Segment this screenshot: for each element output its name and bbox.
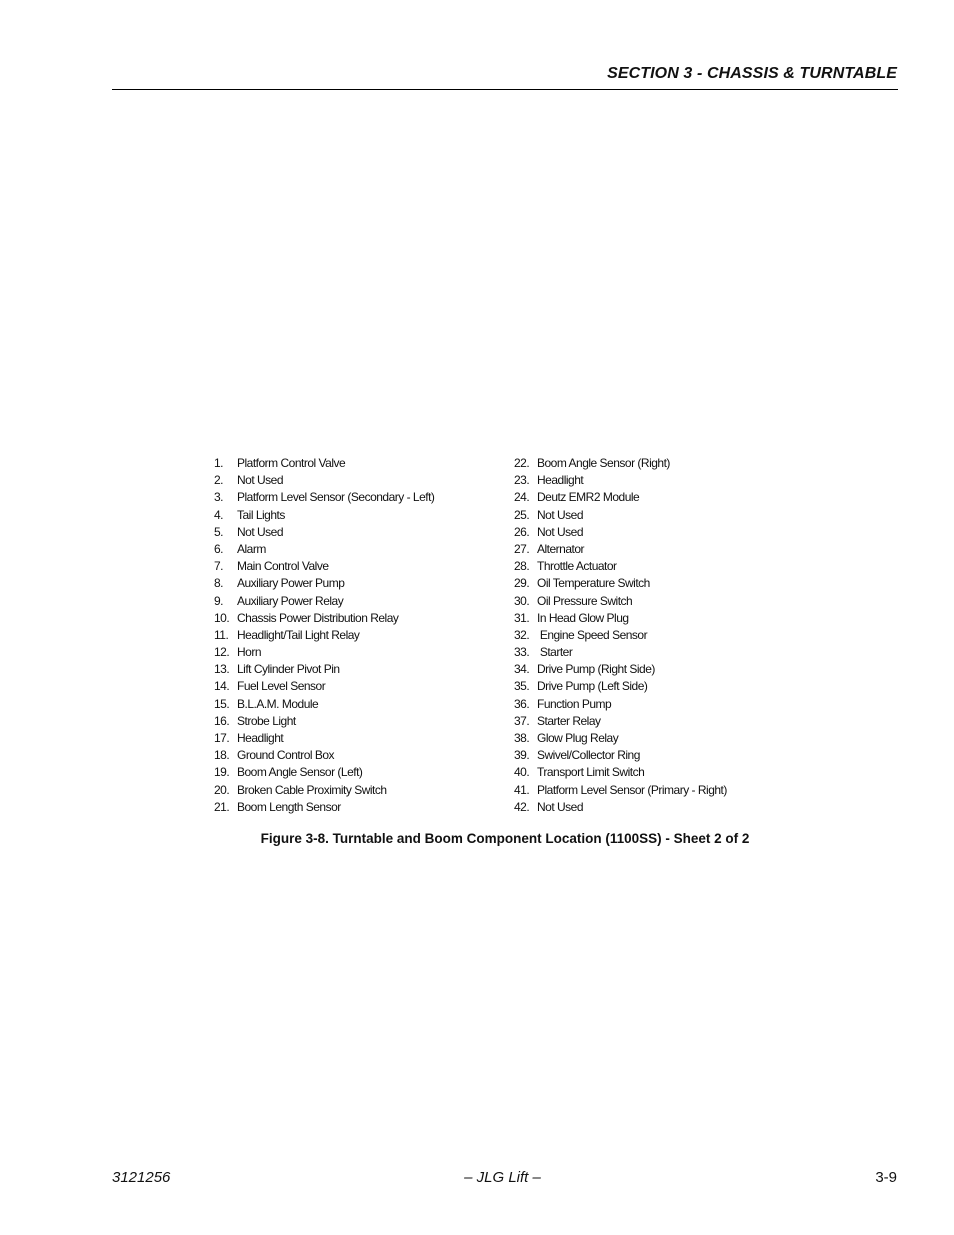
legend-item-label: Strobe Light bbox=[237, 713, 296, 728]
legend-item-number: 12. bbox=[214, 645, 230, 660]
legend-item-number: 10. bbox=[214, 610, 230, 625]
legend-item-label: Alarm bbox=[237, 541, 266, 556]
footer-doc-number: 3121256 bbox=[112, 1169, 171, 1186]
legend-item-number: 30. bbox=[514, 593, 530, 608]
legend-item-label: Throttle Actuator bbox=[537, 559, 617, 574]
legend-item-number: 8. bbox=[214, 576, 224, 591]
footer-page-number: 3-9 bbox=[875, 1169, 897, 1186]
legend-item bbox=[214, 730, 434, 747]
legend-item-label: Broken Cable Proximity Switch bbox=[237, 782, 387, 797]
legend-item-label: Chassis Power Distribution Relay bbox=[237, 610, 399, 625]
legend-item bbox=[514, 696, 727, 713]
legend-item bbox=[514, 575, 727, 592]
legend-item-label: Platform Level Sensor (Primary - Right) bbox=[537, 782, 727, 797]
legend-item-label: Alternator bbox=[537, 541, 585, 556]
legend-item-number: 1. bbox=[214, 456, 224, 470]
legend-right-column bbox=[514, 455, 727, 816]
legend-item-number: 17. bbox=[214, 731, 230, 745]
legend-item-label: Ground Control Box bbox=[237, 748, 335, 763]
legend-item bbox=[214, 524, 434, 541]
legend-item-label: Swivel/Collector Ring bbox=[537, 748, 640, 763]
legend-item-label: Not Used bbox=[237, 524, 284, 539]
legend-item-number: 19. bbox=[214, 765, 230, 780]
legend-item bbox=[514, 661, 727, 678]
legend-item-label: Lift Cylinder Pivot Pin bbox=[237, 662, 340, 677]
legend-item bbox=[214, 489, 434, 506]
legend-item-label: Not Used bbox=[537, 524, 584, 539]
legend-item-label: Auxiliary Power Relay bbox=[237, 593, 344, 608]
legend-item-number: 25. bbox=[514, 507, 530, 522]
legend-item-number: 29. bbox=[514, 576, 530, 591]
legend-item bbox=[214, 661, 434, 678]
legend-item-label: Boom Length Sensor bbox=[237, 799, 341, 814]
legend-item-number: 38. bbox=[514, 731, 530, 745]
legend-item-number: 13. bbox=[214, 662, 230, 677]
footer-publisher: – JLG Lift – bbox=[464, 1169, 541, 1186]
legend-item bbox=[514, 524, 727, 541]
legend-item bbox=[214, 696, 434, 713]
legend-item-label: Headlight bbox=[237, 731, 284, 745]
legend-item-number: 16. bbox=[214, 713, 230, 728]
legend-item bbox=[514, 610, 727, 627]
legend-item-number: 2. bbox=[214, 473, 224, 488]
legend-item-number: 3. bbox=[214, 490, 224, 505]
legend-item-label: Headlight bbox=[537, 473, 584, 488]
legend-item-label: Platform Control Valve bbox=[237, 456, 346, 470]
legend-item-number: 23. bbox=[514, 473, 530, 488]
legend-item-number: 11. bbox=[214, 627, 229, 642]
legend-item-number: 33. bbox=[514, 645, 530, 660]
legend-item-label: In Head Glow Plug bbox=[537, 610, 629, 625]
legend-item-label: Glow Plug Relay bbox=[537, 731, 619, 745]
legend-item-number: 39. bbox=[514, 748, 530, 763]
legend-item-label: Headlight/Tail Light Relay bbox=[237, 627, 360, 642]
legend-item-number: 36. bbox=[514, 696, 530, 711]
legend-item-label: Drive Pump (Left Side) bbox=[537, 679, 648, 694]
legend-item-label: Oil Pressure Switch bbox=[537, 593, 633, 608]
legend-item-label: Starter bbox=[537, 645, 573, 660]
legend-item bbox=[514, 764, 727, 781]
legend-item-number: 15. bbox=[214, 696, 230, 711]
legend-left-column bbox=[214, 455, 434, 816]
legend-item bbox=[514, 799, 727, 816]
legend-item bbox=[214, 455, 434, 472]
legend-item bbox=[214, 610, 434, 627]
legend-item-number: 37. bbox=[514, 713, 530, 728]
legend-item-number: 21. bbox=[214, 799, 230, 814]
legend-item-label: Deutz EMR2 Module bbox=[537, 490, 640, 505]
legend-item bbox=[214, 799, 434, 816]
legend-item bbox=[514, 678, 727, 695]
legend-item bbox=[214, 558, 434, 575]
legend-item-number: 35. bbox=[514, 679, 530, 694]
legend-item-number: 41. bbox=[514, 782, 530, 797]
legend-item bbox=[514, 593, 727, 610]
legend-item-number: 22. bbox=[514, 456, 530, 470]
legend-item bbox=[214, 472, 434, 489]
legend-item bbox=[514, 747, 727, 764]
legend-item-number: 5. bbox=[214, 524, 224, 539]
legend-item-number: 31. bbox=[514, 610, 530, 625]
legend-item bbox=[214, 627, 434, 644]
legend-item bbox=[514, 489, 727, 506]
legend-item-label: Oil Temperature Switch bbox=[537, 576, 650, 591]
legend-item bbox=[514, 713, 727, 730]
legend-item-number: 40. bbox=[514, 765, 530, 780]
legend-item bbox=[514, 455, 727, 472]
legend-item-number: 42. bbox=[514, 799, 530, 814]
legend-item-label: Not Used bbox=[537, 507, 584, 522]
legend-item bbox=[514, 558, 727, 575]
legend-item-label: Platform Level Sensor (Secondary - Left) bbox=[237, 490, 435, 505]
section-title: SECTION 3 - CHASSIS & TURNTABLE bbox=[607, 65, 897, 82]
legend-item bbox=[214, 593, 434, 610]
legend-item-label: Main Control Valve bbox=[237, 559, 329, 574]
legend-item bbox=[214, 764, 434, 781]
legend-item bbox=[214, 678, 434, 695]
legend-item-label: Fuel Level Sensor bbox=[237, 679, 326, 694]
legend-item-number: 24. bbox=[514, 490, 530, 505]
legend-item bbox=[514, 541, 727, 558]
legend-item-label: Not Used bbox=[537, 799, 584, 814]
legend-item bbox=[214, 644, 434, 661]
legend-item-label: Starter Relay bbox=[537, 713, 601, 728]
legend-item-label: Transport Limit Switch bbox=[537, 765, 645, 780]
legend-item-label: Drive Pump (Right Side) bbox=[537, 662, 655, 677]
legend-item-number: 9. bbox=[214, 593, 224, 608]
figure-caption: Figure 3-8. Turntable and Boom Component Location (1100SS) - Sheet 2 of 2 bbox=[260, 831, 750, 846]
legend-item-number: 28. bbox=[514, 559, 530, 574]
legend-item bbox=[214, 575, 434, 592]
legend-item-number: 32. bbox=[514, 627, 530, 642]
legend-item bbox=[214, 782, 434, 799]
legend-item-number: 26. bbox=[514, 524, 530, 539]
legend-item-label: Boom Angle Sensor (Right) bbox=[537, 456, 670, 470]
legend-item bbox=[514, 507, 727, 524]
legend-item-number: 6. bbox=[214, 541, 224, 556]
legend-item-label: Engine Speed Sensor bbox=[537, 627, 648, 642]
legend-item-label: B.L.A.M. Module bbox=[237, 696, 319, 711]
legend-item-label: Boom Angle Sensor (Left) bbox=[237, 765, 363, 780]
legend-item-label: Tail Lights bbox=[237, 507, 285, 522]
legend-item-number: 7. bbox=[214, 559, 224, 574]
header-divider bbox=[112, 89, 898, 90]
legend-item-number: 34. bbox=[514, 662, 530, 677]
legend-item bbox=[514, 782, 727, 799]
legend-item bbox=[514, 644, 727, 661]
legend-item-number: 27. bbox=[514, 541, 530, 556]
legend-item-number: 4. bbox=[214, 507, 224, 522]
legend-item bbox=[214, 713, 434, 730]
legend-item bbox=[214, 507, 434, 524]
legend-item-number: 14. bbox=[214, 679, 230, 694]
legend-item-number: 18. bbox=[214, 748, 230, 763]
legend-item bbox=[514, 472, 727, 489]
legend-item-label: Horn bbox=[237, 645, 262, 660]
legend-item-label: Auxiliary Power Pump bbox=[237, 576, 345, 591]
legend-item bbox=[514, 730, 727, 747]
legend-item bbox=[514, 627, 727, 644]
legend-item-label: Function Pump bbox=[537, 696, 612, 711]
legend-item bbox=[214, 541, 434, 558]
legend-item-label: Not Used bbox=[237, 473, 284, 488]
legend-item-number: 20. bbox=[214, 782, 230, 797]
legend-item bbox=[214, 747, 434, 764]
